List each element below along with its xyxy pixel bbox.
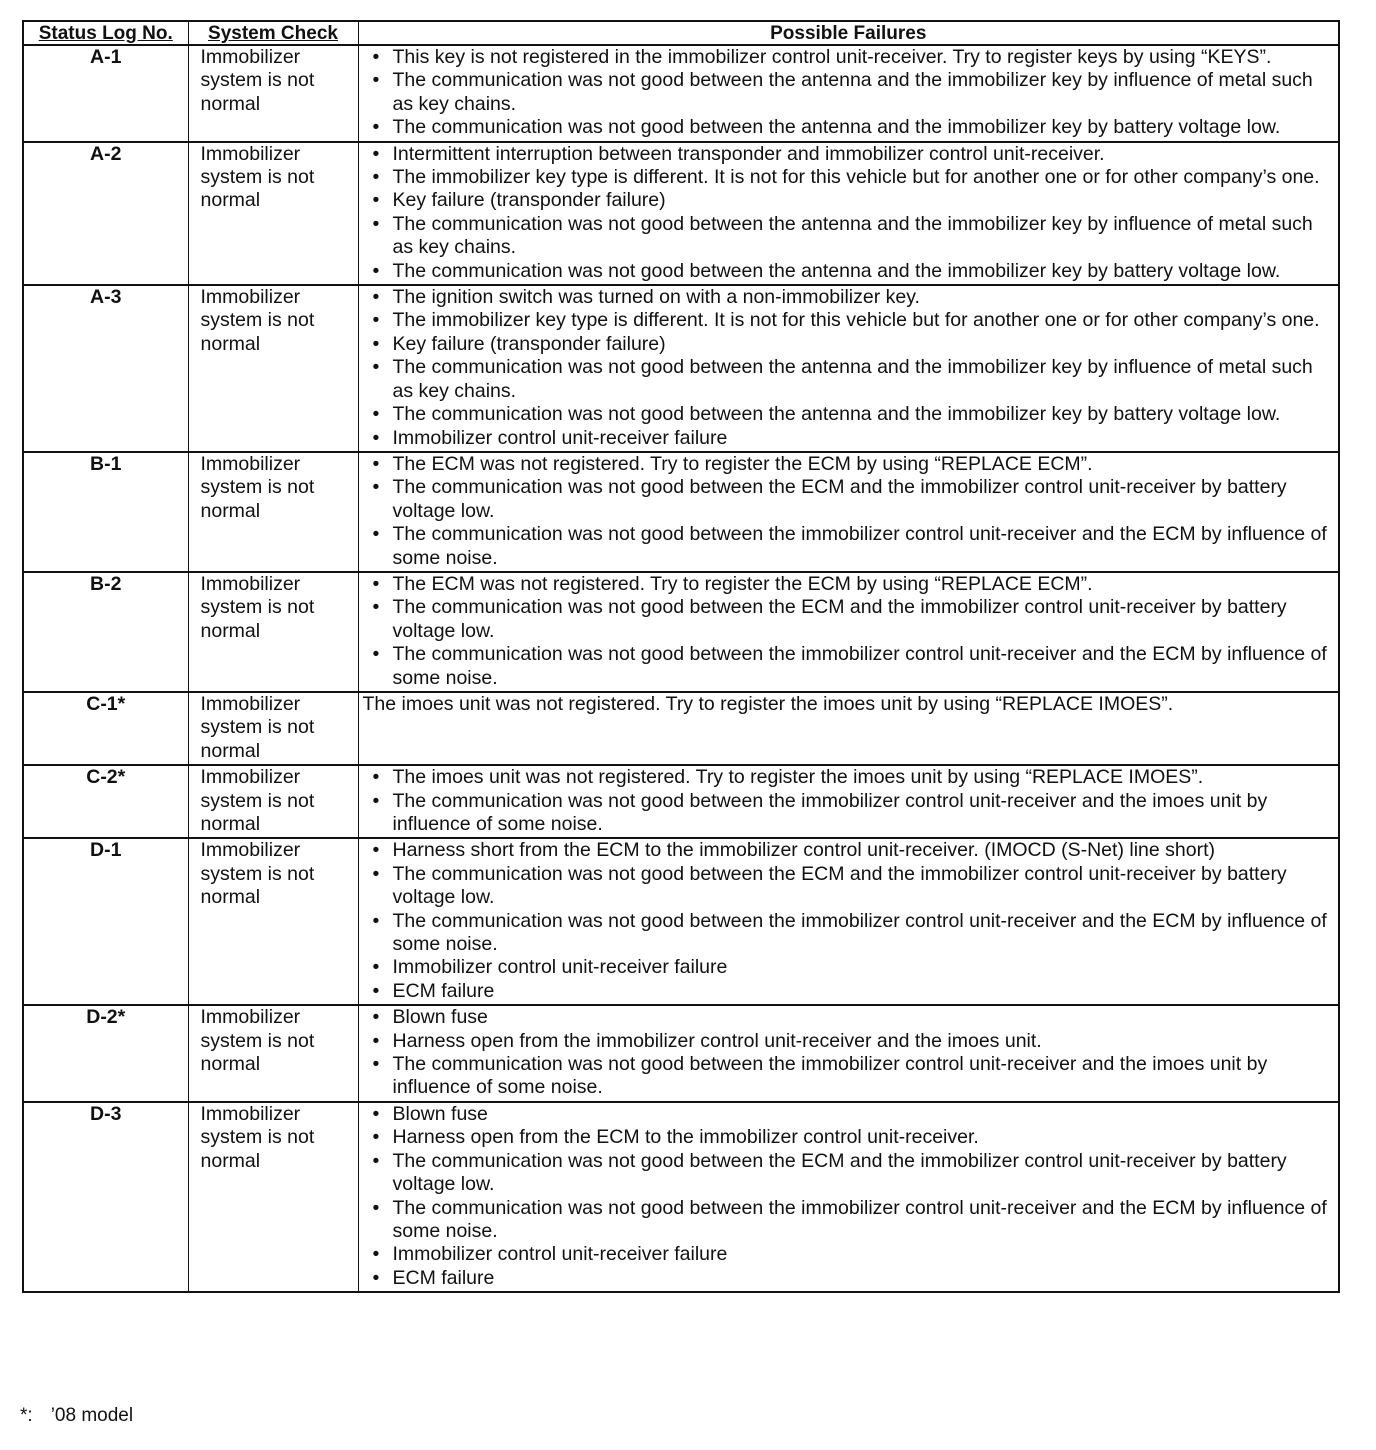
footnote-text: ’08 model	[50, 1405, 134, 1426]
failure-item: • The ignition switch was turned on with a non-immobilizer key.	[393, 286, 1335, 309]
failure-item: • The communication was not good between the antenna and the immobilizer key by influence of metal such as key chains.	[393, 213, 1335, 260]
failure-item: • The communication was not good between the immobilizer control unit-receiver and the ECM by influence of some noise.	[393, 910, 1335, 957]
failure-list	[363, 46, 1335, 140]
failure-item: • The communication was not good between the ECM and the immobilizer control unit-receiver by battery voltage low.	[393, 1150, 1335, 1197]
failure-item: • The immobilizer key type is different. It is not for this vehicle but for another one or for other company’s one.	[393, 309, 1335, 332]
failure-item: • The immobilizer key type is different. It is not for this vehicle but for another one or for other company’s one.	[393, 166, 1335, 189]
system-check-cell: Immobilizer system is not normal	[188, 838, 358, 1005]
possible-failures-cell	[358, 692, 1339, 765]
table-row	[23, 1005, 1339, 1102]
table-row	[23, 692, 1339, 765]
failure-item: • Harness open from the immobilizer control unit-receiver and the imoes unit.	[393, 1030, 1335, 1053]
status-log-no-cell: C-1*	[23, 692, 188, 765]
status-log-no-cell: C-2*	[23, 765, 188, 838]
failure-item: • The communication was not good between the antenna and the immobilizer key by influence of metal such as key chains.	[393, 69, 1335, 116]
table-row	[23, 572, 1339, 692]
failure-item: • The communication was not good between the ECM and the immobilizer control unit-receiver by battery voltage low.	[393, 476, 1335, 523]
failure-item: • Harness open from the ECM to the immobilizer control unit-receiver.	[393, 1126, 1335, 1149]
failure-item: • The communication was not good between the immobilizer control unit-receiver and the ECM by influence of some noise.	[393, 643, 1335, 690]
document	[22, 20, 1338, 1293]
failure-item: • This key is not registered in the immobilizer control unit-receiver. Try to register keys by using “KEYS”.	[393, 46, 1335, 69]
failure-item: • The communication was not good between the immobilizer control unit-receiver and the ECM by influence of some noise.	[393, 523, 1335, 570]
system-check-cell: Immobilizer system is not normal	[188, 1102, 358, 1292]
failure-item: • ECM failure	[393, 1267, 1335, 1290]
table-row	[23, 285, 1339, 452]
system-check-cell: Immobilizer system is not normal	[188, 142, 358, 285]
header-status-log-no: Status Log No.	[23, 21, 188, 45]
system-check-cell: Immobilizer system is not normal	[188, 572, 358, 692]
footnote	[20, 1405, 133, 1427]
failure-item: • Harness short from the ECM to the immobilizer control unit-receiver. (IMOCD (S-Net) line short)	[393, 839, 1335, 862]
possible-failures-cell	[358, 285, 1339, 452]
failure-item: • The communication was not good between the ECM and the immobilizer control unit-receiver by battery voltage low.	[393, 863, 1335, 910]
failure-item: • Intermittent interruption between transponder and immobilizer control unit-receiver.	[393, 143, 1335, 166]
failure-text: The imoes unit was not registered. Try to register the imoes unit by using “REPLACE IMOES”.	[362, 692, 1174, 715]
status-log-no-cell: D-3	[23, 1102, 188, 1292]
status-log-no-cell: B-1	[23, 452, 188, 572]
table-body	[23, 45, 1339, 1292]
possible-failures-cell	[358, 838, 1339, 1005]
status-log-no-cell: A-3	[23, 285, 188, 452]
status-log-no-cell: A-2	[23, 142, 188, 285]
failure-item: • The communication was not good between the antenna and the immobilizer key by battery voltage low.	[393, 403, 1335, 426]
header-system-check: System Check	[188, 21, 358, 45]
failure-item: • The communication was not good between the antenna and the immobilizer key by influence of metal such as key chains.	[393, 356, 1335, 403]
failure-list	[363, 766, 1335, 836]
failure-item: • Blown fuse	[393, 1006, 1335, 1029]
status-log-table	[22, 20, 1340, 1293]
failure-item: • The communication was not good between the antenna and the immobilizer key by battery voltage low.	[393, 116, 1335, 139]
footnote-marker: *:	[20, 1405, 33, 1426]
failure-item: • Immobilizer control unit-receiver failure	[393, 427, 1335, 450]
table-row	[23, 452, 1339, 572]
failure-list	[363, 839, 1335, 1003]
failure-item: • Immobilizer control unit-receiver failure	[393, 956, 1335, 979]
failure-list	[363, 453, 1335, 570]
status-log-no-cell: B-2	[23, 572, 188, 692]
status-log-no-cell: A-1	[23, 45, 188, 142]
system-check-cell: Immobilizer system is not normal	[188, 452, 358, 572]
failure-item: • The communication was not good between the antenna and the immobilizer key by battery voltage low.	[393, 260, 1335, 283]
possible-failures-cell	[358, 572, 1339, 692]
failure-list	[363, 286, 1335, 450]
failure-list	[363, 143, 1335, 283]
table-row	[23, 1102, 1339, 1292]
failure-item: • The imoes unit was not registered. Try to register the imoes unit by using “REPLACE IMOES”.	[393, 766, 1335, 789]
failure-item: • The communication was not good between the ECM and the immobilizer control unit-receiver by battery voltage low.	[393, 596, 1335, 643]
system-check-cell: Immobilizer system is not normal	[188, 1005, 358, 1102]
table-row	[23, 838, 1339, 1005]
possible-failures-cell	[358, 765, 1339, 838]
failure-item: • The ECM was not registered. Try to register the ECM by using “REPLACE ECM”.	[393, 573, 1335, 596]
header-row	[23, 21, 1339, 45]
failure-list	[363, 1103, 1335, 1290]
failure-list	[363, 1006, 1335, 1100]
system-check-cell: Immobilizer system is not normal	[188, 285, 358, 452]
failure-item: • Key failure (transponder failure)	[393, 333, 1335, 356]
system-check-cell: Immobilizer system is not normal	[188, 765, 358, 838]
failure-item: • The communication was not good between the immobilizer control unit-receiver and the imoes unit by influence of some noise.	[393, 790, 1335, 837]
failure-list	[363, 573, 1335, 690]
status-log-no-cell: D-1	[23, 838, 188, 1005]
header-possible-failures: Possible Failures	[358, 21, 1339, 45]
table-row	[23, 142, 1339, 285]
table-header	[23, 21, 1339, 45]
failure-item: • The ECM was not registered. Try to register the ECM by using “REPLACE ECM”.	[393, 453, 1335, 476]
failure-item: • ECM failure	[393, 980, 1335, 1003]
failure-item: • Immobilizer control unit-receiver failure	[393, 1243, 1335, 1266]
status-log-no-cell: D-2*	[23, 1005, 188, 1102]
possible-failures-cell	[358, 142, 1339, 285]
failure-item: • Blown fuse	[393, 1103, 1335, 1126]
failure-item: • The communication was not good between the immobilizer control unit-receiver and the ECM by influence of some noise.	[393, 1197, 1335, 1244]
possible-failures-cell	[358, 452, 1339, 572]
failure-item: • Key failure (transponder failure)	[393, 189, 1335, 212]
possible-failures-cell	[358, 45, 1339, 142]
possible-failures-cell	[358, 1102, 1339, 1292]
failure-item: • The communication was not good between the immobilizer control unit-receiver and the imoes unit by influence of some noise.	[393, 1053, 1335, 1100]
table-row	[23, 765, 1339, 838]
table-row	[23, 45, 1339, 142]
possible-failures-cell	[358, 1005, 1339, 1102]
system-check-cell: Immobilizer system is not normal	[188, 45, 358, 142]
system-check-cell: Immobilizer system is not normal	[188, 692, 358, 765]
